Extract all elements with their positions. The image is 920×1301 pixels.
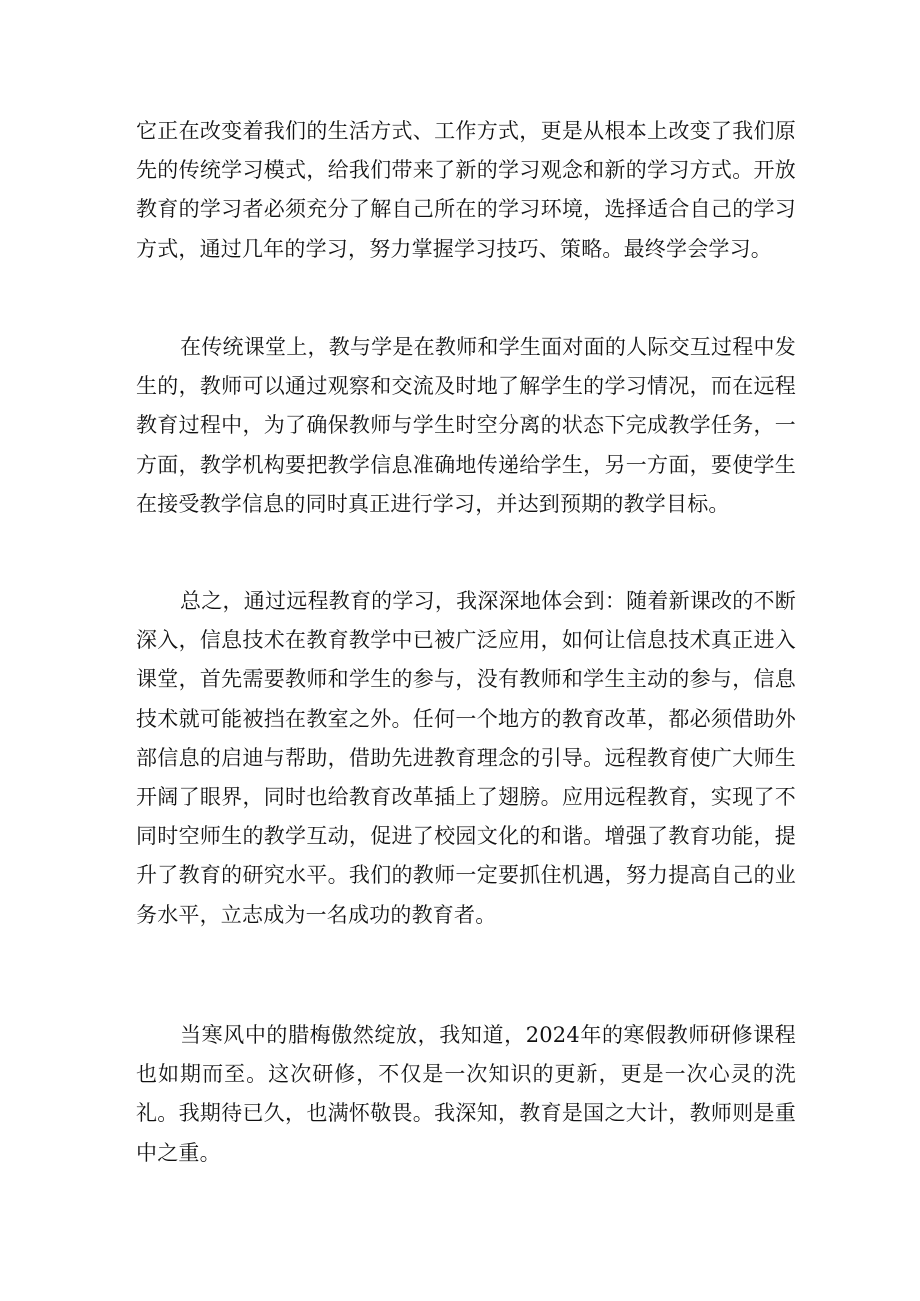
paragraph-3: 总之，通过远程教育的学习，我深深地体会到：随着新课改的不断深入，信息技术在教育教学中已被广泛应用，如何让信息技术真正进入课堂，首先需要教师和学生的参与，没有教师和学生主动的参与，信息技术就可能被挡在教室之外。任何一个地方的教育改革，都必须借助外部信息的启迪与帮助，借助先进教育理念的引导。远程教育使广大师生开阔了眼界，同时也给教育改革插上了翅膀。应用远程教育，实现了不同时空师生的教学互动，促进了校园文化的和谐。增强了教育功能，提升了教育的研究水平。我们的教师一定要抓住机遇，努力提高自己的业务水平，立志成为一名成功的教育者。 (136, 589, 796, 927)
paragraph-2: 在传统课堂上，教与学是在教师和学生面对面的人际交互过程中发生的，教师可以通过观察和交流及时地了解学生的学习情况，而在远程教育过程中，为了确保教师与学生时空分离的状态下完成教学任务，一方面，教学机构要把教学信息准确地传递给学生，另一方面，要使学生在接受教学信息的同时真正进行学习，并达到预期的教学目标。 (136, 335, 796, 516)
paragraph-4: 当寒风中的腊梅傲然绽放，我知道，2024年的寒假教师研修课程也如期而至。这次研修，不仅是一次知识的更新，更是一次心灵的洗礼。我期待已久，也满怀敬畏。我深知，教育是国之大计，教师则是重中之重。 (136, 1023, 796, 1165)
paragraph-1: 它正在改变着我们的生活方式、工作方式，更是从根本上改变了我们原先的传统学习模式，给我们带来了新的学习观念和新的学习方式。开放教育的学习者必须充分了解自己所在的学习环境，选择适合自己的学习方式，通过几年的学习，努力掌握学习技巧、策略。最终学会学习。 (136, 119, 796, 261)
